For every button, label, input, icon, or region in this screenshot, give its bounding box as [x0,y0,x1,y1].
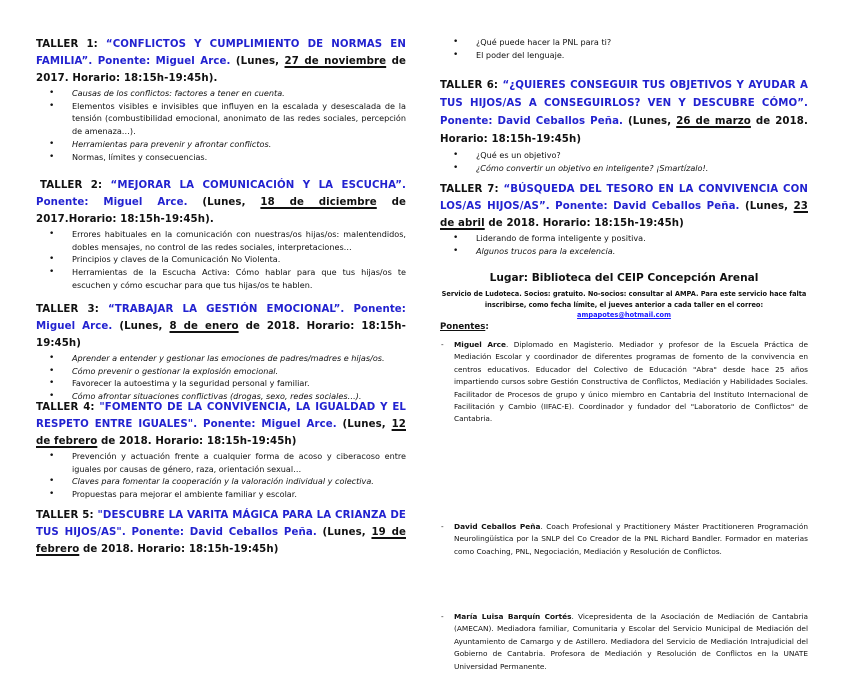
taller-label: TALLER 5: [36,510,94,521]
taller-date: 26 de marzo [676,116,751,127]
dash-marker: - [441,612,444,622]
topic-item: • Propuestas para mejorar el ambiente familiar y escolar. [36,488,406,501]
taller-schedule: de 2018. Horario: 18:15h-19:45h) [36,321,406,349]
taller-3 [36,301,406,403]
topic-item: • Principios y claves de la Comunicación No Violenta. [36,253,406,266]
taller-date: 23 de abril [440,201,808,229]
ponente-bio-maria-luisa [440,611,808,673]
taller-heading [36,36,406,87]
taller-schedule: de 2017. Horario: 18:15h-19:45h). [36,56,406,84]
taller-date-prefix: (Lunes, [628,116,672,127]
taller-schedule: de 2018. Horario: 18:15h-19:45h) [101,436,297,447]
taller-date: 19 de febrero [36,527,406,555]
taller-label: TALLER 6: [440,80,499,91]
taller-title: "FOMENTO DE LA CONVIVENCIA, LA IGUALDAD Y EL RESPETO ENTRE IGUALES". [36,402,406,430]
taller-title: “MEJORAR LA COMUNICACIÓN Y LA ESCUCHA”. [110,180,406,191]
taller-topics [440,149,808,174]
lugar-section [440,271,808,321]
taller-ponente: Ponente: David Ceballos Peña. [440,116,624,127]
taller-7 [440,181,808,257]
topic-item: • Liderando de forma inteligente y positiva. [440,232,808,245]
taller-schedule: de 2018. Horario: 18:15h-19:45h) [82,544,279,555]
taller-date-prefix: (Lunes, [119,321,163,332]
taller-date-prefix: (Lunes, [744,201,789,212]
right-column [440,0,809,671]
ponente-bio: . Diplomado en Magisterio. Mediador y profesor de la Escuela Práctica de Mediación Escolar y coordinador de diferentes programas de fomento de la convivencia en centros educativos. Educador del Colectivo de Educación "Abra" desde hace 25 años impartiendo cursos sobre Gestión Constructiva de Conflictos, Mediación y Habilidades Sociales. Facilitador de Procesos de grupo y único miembro en Cantabria del Instituto Internacional de Facilitación y Cambio (IIFAC-E). Coordinador y fundador del "Laboratorio de Conflictos" de Cantabria. [454,340,808,424]
taller-topics [36,87,406,163]
ponente-name: David Ceballos Peña [454,521,541,531]
taller-date-prefix: (Lunes, [202,197,246,208]
taller-label: TALLER 7: [440,184,499,195]
taller-ponente: Ponente: Miguel Arce. [36,304,406,332]
taller-ponente: Ponente: Miguel Arce. [36,197,188,208]
topic-item: • Prevención y actuación frente a cualquier forma de acoso y ciberacoso entre iguales por causas de género, raza, orientación sexual… [36,450,406,475]
taller-label: TALLER 1: [36,39,98,50]
taller-schedule: de 2018. Horario: 18:15h-19:45h) [440,116,808,145]
topic-item: • Herramientas de la Escucha Activa: Cómo hablar para que tus hijas/os te escuchen y cómo escuchar para que tus hijas/os te hablen. [36,266,406,291]
lugar-title: Lugar: Biblioteca del CEIP Concepción Arenal [489,272,759,284]
ponente-name: Miguel Arce [454,340,507,349]
ponente-name: María Luisa Barquín Cortés [454,612,572,622]
topic-item: • Algunos trucos para la excelencia. [440,245,808,258]
taller-heading [36,177,406,228]
taller-topics [36,228,406,292]
topic-item: • Aprender a entender y gestionar las emociones de padres/madres e hijas/os. [36,352,406,365]
taller-ponente: Ponente: Miguel Arce. [203,419,337,430]
taller-heading [36,399,406,450]
lugar-note-text: Servicio de Ludoteca. Socios: gratuito. No-socios: consultar al AMPA. Para este servicio hace falta inscribirse, como fecha límite, el jueves anterior a cada taller en el correo: [441,290,807,309]
taller-label: TALLER 2: [40,180,103,191]
ponentes-heading: Ponentes: [440,322,489,332]
taller-5-topics [440,36,808,61]
taller-topics [440,232,808,257]
taller-date: 27 de noviembre [284,56,387,67]
dash-marker: - [441,340,444,349]
taller-topics [36,352,406,403]
taller-title: “CONFLICTOS Y CUMPLIMIENTO DE NORMAS EN FAMILIA”. [36,39,406,67]
topic-item: • ¿Qué puede hacer la PNL para ti? [440,36,808,49]
taller-6 [440,77,808,174]
taller-date: 18 de diciembre [260,197,377,208]
taller-date-prefix: (Lunes, [235,56,280,67]
topic-item: • Cómo prevenir o gestionar la explosión emocional. [36,365,406,378]
taller-schedule: de 2017.Horario: 18:15h-19:45h). [36,197,406,225]
topic-item: • Errores habituales en la comunicación con nuestras/os hijas/os: malentendidos, dobles mensajes, no control de las redes sociales, interpretaciones… [36,228,406,253]
taller-5 [36,507,406,558]
topic-item: • Claves para fomentar la cooperación y la valoración individual y colectiva. [36,475,406,488]
topic-item: • Herramientas para prevenir y afrontar conflictos. [36,138,406,151]
ponentes-heading-text: Ponentes [440,322,486,332]
ponente-bio-david-ceballos [440,521,808,558]
taller-heading [36,507,406,558]
taller-heading [440,181,808,232]
topic-item: • Causas de los conflictos: factores a tener en cuenta. [36,87,406,100]
taller-date: 12 de febrero [36,419,406,447]
ponente-bio: . Coach Profesional y Practitionery Máster Practitioneren Programación Neurolingüística por la SNLP del Co Creador de la PNL Richard Bandler. Formador en materias como Coaching, PNL, Negociación, Mediación y Resolución de Conflictos. [454,521,808,556]
taller-ponente: Ponente: Miguel Arce. [97,56,231,67]
lugar-note [440,289,808,321]
taller-date-prefix: (Lunes, [322,527,366,538]
taller-1 [36,36,406,163]
ponente-bio: . Vicepresidenta de la Asociación de Mediación de Cantabria (AMECAN). Mediadora familiar, Comunitaria y Escolar del Servicio Municipal de Mediación del Ayuntamiento de Camargo y de Astillero. Mediadora del Servicio de Mediación Intrajudicial del Gobierno de Cantabria. Profesora de Mediación y Resolución de Conflictos en la UNATE Universidad Permanente. [454,612,809,671]
topic-item: • Cómo afrontar situaciones conflictivas (drogas, sexo, redes sociales…). [36,390,406,403]
taller-title: “BÚSQUEDA DEL TESORO EN LA CONVIVENCIA CON LOS/AS HIJOS/AS”. [440,184,808,212]
ponentes-section [440,322,808,332]
topic-item: • Favorecer la autoestima y la seguridad personal y familiar. [36,377,406,390]
topic-item: • Elementos visibles e invisibles que influyen en la escalada y desescalada de la tensión (combustibilidad emocional, anonimato de las redes sociales, percepción de amenaza…). [36,100,406,138]
taller-4 [36,399,406,501]
taller-heading [36,301,406,352]
topic-item: • Normas, límites y consecuencias. [36,151,406,164]
ponente-bio-miguel-arce [440,339,808,426]
taller-schedule: de 2018. Horario: 18:15h-19:45h) [488,218,684,229]
taller-2 [36,177,406,292]
taller-heading [440,77,808,149]
email-link[interactable]: ampapotes@hotmail.com [577,311,671,319]
topic-item: • ¿Qué es un objetivo? [440,149,808,162]
topic-item: • El poder del lenguaje. [440,49,808,62]
dash-marker: - [441,521,444,531]
topic-item: • ¿Cómo convertir un objetivo en inteligente? ¡Smartízalo!. [440,162,808,175]
taller-date: 8 de enero [169,321,239,332]
taller-title: "DESCUBRE LA VARITA MÁGICA PARA LA CRIANZA DE TUS HIJOS/AS". [36,510,406,538]
taller-label: TALLER 3: [36,304,99,315]
taller-title: “TRABAJAR LA GESTIÓN EMOCIONAL”. [107,304,345,315]
taller-label: TALLER 4: [36,402,95,413]
taller-date-prefix: (Lunes, [342,419,386,430]
taller-topics [36,450,406,501]
taller-title: “¿QUIERES CONSEGUIR TUS OBJETIVOS Y AYUDAR A TUS HIJOS/AS A CONSEGUIRLOS? VEN Y DESCUBRE CÓMO”. [440,80,808,109]
taller-ponente: Ponente: David Ceballos Peña. [555,201,740,212]
taller-ponente: Ponente: David Ceballos Peña. [131,527,317,538]
